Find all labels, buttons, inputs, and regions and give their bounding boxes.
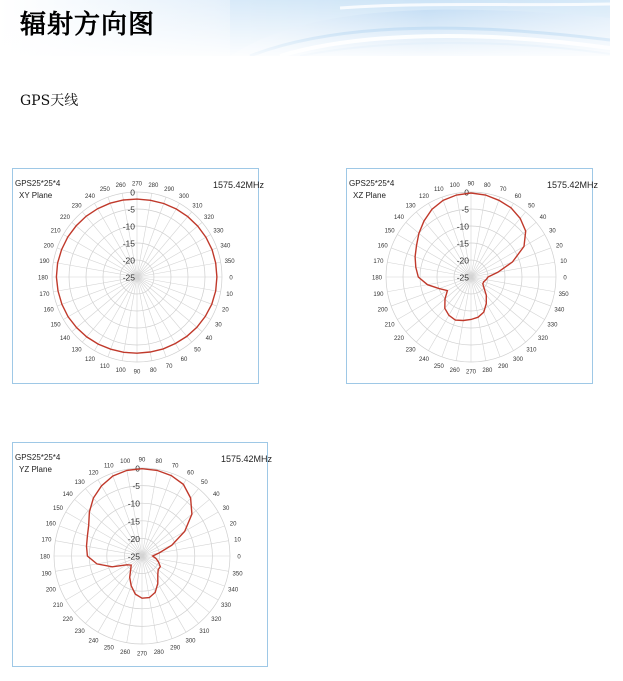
- chart-plane-label: XY Plane: [19, 191, 53, 200]
- angle-tick-label: 120: [84, 356, 96, 363]
- radial-tick-label: -15: [456, 238, 469, 249]
- angle-tick-label: 300: [178, 194, 190, 201]
- angle-tick-label: 80: [155, 458, 163, 465]
- radial-tick-label: -10: [127, 498, 140, 509]
- angle-tick-label: 350: [558, 291, 569, 298]
- angle-tick-label: 60: [514, 194, 522, 201]
- radial-tick-label: -25: [456, 272, 469, 283]
- radial-tick-label: -5: [127, 204, 135, 215]
- angle-tick-label: 30: [549, 228, 556, 235]
- angle-tick-label: 60: [187, 470, 194, 477]
- chart-frequency: 1575.42MHz: [547, 180, 599, 190]
- angle-tick-label: 90: [467, 181, 475, 188]
- angle-tick-label: 0: [229, 275, 233, 282]
- angle-tick-label: 240: [418, 356, 430, 363]
- angle-tick-label: 140: [59, 335, 70, 342]
- angle-tick-label: 120: [418, 194, 430, 201]
- angle-tick-label: 130: [405, 203, 416, 210]
- chart-title: GPS25*25*4: [15, 179, 61, 188]
- radial-tick-label: -5: [132, 481, 140, 492]
- radial-tick-label: 0: [135, 463, 140, 474]
- angle-tick-label: 300: [512, 356, 524, 363]
- angle-tick-label: 170: [39, 291, 50, 298]
- angle-tick-label: 260: [449, 368, 460, 375]
- angle-tick-label: 190: [39, 259, 50, 266]
- angle-tick-label: 240: [84, 194, 96, 201]
- angle-tick-label: 60: [180, 356, 188, 363]
- angle-tick-label: 270: [131, 181, 143, 188]
- angle-tick-label: 340: [554, 307, 565, 314]
- angle-tick-label: 280: [482, 368, 493, 375]
- angle-tick-label: 150: [50, 322, 61, 329]
- chart-plane-label: XZ Plane: [353, 191, 386, 200]
- angle-tick-label: 290: [498, 363, 509, 370]
- angle-tick-label: 190: [41, 571, 52, 578]
- angle-tick-label: 280: [153, 650, 164, 657]
- angle-tick-label: 310: [526, 347, 537, 354]
- radial-tick-label: -15: [122, 238, 135, 249]
- angle-tick-label: 160: [43, 307, 54, 314]
- angle-tick-label: 310: [192, 203, 203, 210]
- angle-tick-label: 150: [384, 228, 395, 235]
- angle-tick-label: 250: [103, 645, 114, 652]
- angle-tick-label: 0: [237, 554, 241, 561]
- angle-tick-label: 40: [539, 215, 547, 222]
- angle-tick-label: 270: [465, 369, 477, 376]
- radial-tick-label: -20: [127, 533, 140, 544]
- angle-tick-label: 250: [99, 187, 110, 194]
- page-title: 辐射方向图: [20, 10, 156, 40]
- angle-tick-label: 110: [104, 463, 114, 470]
- angle-tick-label: 20: [555, 243, 563, 250]
- radial-tick-label: -5: [461, 204, 469, 215]
- angle-tick-label: 140: [62, 492, 73, 499]
- radial-tick-label: -15: [127, 516, 140, 527]
- angle-tick-label: 200: [377, 307, 388, 314]
- angle-tick-label: 350: [232, 571, 243, 578]
- angle-tick-label: 320: [211, 616, 222, 623]
- radial-tick-label: -25: [122, 272, 135, 283]
- polar-chart-xz: [346, 168, 599, 384]
- angle-tick-label: 50: [201, 480, 208, 487]
- angle-tick-label: 70: [499, 187, 507, 194]
- radial-tick-label: -20: [456, 255, 469, 266]
- angle-tick-label: 10: [226, 291, 233, 298]
- radiation-pattern-trace: [415, 193, 526, 321]
- angle-tick-label: 0: [563, 275, 567, 282]
- angle-tick-label: 50: [194, 347, 201, 354]
- angle-tick-label: 90: [133, 369, 141, 376]
- angle-tick-label: 10: [234, 537, 241, 544]
- angle-tick-label: 330: [213, 228, 224, 235]
- angle-tick-label: 200: [45, 587, 56, 594]
- angle-tick-label: 110: [100, 363, 110, 370]
- angle-tick-label: 210: [52, 603, 64, 609]
- angle-tick-label: 130: [71, 347, 82, 354]
- angle-tick-label: 280: [148, 182, 159, 189]
- angle-tick-label: 320: [538, 335, 549, 342]
- angle-tick-label: 210: [50, 228, 61, 235]
- angle-tick-label: 300: [185, 638, 196, 645]
- angle-tick-label: 180: [39, 554, 51, 561]
- angle-tick-label: 70: [171, 463, 179, 470]
- angle-tick-label: 190: [373, 291, 384, 298]
- angle-tick-label: 320: [204, 215, 215, 222]
- angle-tick-label: 100: [115, 368, 126, 375]
- angle-tick-label: 80: [149, 368, 157, 375]
- polar-plot: [13, 169, 258, 383]
- angle-tick-label: 110: [434, 187, 444, 194]
- angle-tick-label: 220: [393, 335, 404, 342]
- angle-tick-label: 200: [43, 243, 54, 250]
- angle-tick-label: 340: [220, 243, 231, 250]
- angle-tick-label: 30: [222, 506, 230, 512]
- radial-tick-label: 0: [464, 187, 469, 198]
- angle-tick-label: 180: [37, 275, 49, 282]
- angle-tick-label: 290: [170, 645, 181, 652]
- angle-tick-label: 180: [371, 275, 383, 282]
- angle-tick-label: 160: [377, 243, 388, 250]
- angle-tick-label: 20: [221, 307, 229, 314]
- angle-tick-label: 50: [528, 203, 535, 210]
- angle-tick-label: 310: [199, 628, 210, 635]
- chart-frequency: 1575.42MHz: [213, 180, 265, 190]
- angle-tick-label: 100: [120, 458, 131, 465]
- angle-tick-label: 170: [373, 259, 384, 266]
- polar-plot: [13, 443, 267, 666]
- angle-tick-label: 290: [164, 187, 175, 194]
- polar-plot: [347, 169, 592, 383]
- angle-tick-label: 220: [59, 215, 70, 222]
- angle-tick-label: 160: [45, 521, 56, 528]
- angle-tick-label: 70: [165, 363, 173, 370]
- angle-tick-label: 40: [205, 335, 213, 342]
- angle-tick-label: 90: [138, 457, 146, 464]
- angle-tick-label: 330: [547, 322, 558, 329]
- section-label: GPS天线: [20, 93, 79, 109]
- chart-plane-label: YZ Plane: [19, 465, 52, 474]
- angle-tick-label: 350: [224, 259, 235, 266]
- polar-chart-yz: [12, 442, 273, 667]
- angle-tick-label: 250: [433, 363, 444, 370]
- angle-tick-label: 240: [88, 638, 99, 645]
- angle-tick-label: 230: [71, 203, 82, 210]
- angle-tick-label: 220: [62, 616, 73, 623]
- angle-tick-label: 40: [212, 492, 220, 499]
- angle-tick-label: 270: [136, 651, 148, 658]
- radial-tick-label: -25: [127, 551, 140, 562]
- angle-tick-label: 170: [41, 537, 52, 544]
- header-banner: [0, 0, 610, 56]
- angle-tick-label: 20: [229, 521, 237, 528]
- angle-tick-label: 100: [449, 182, 460, 189]
- angle-tick-label: 230: [405, 347, 416, 354]
- radial-tick-label: 0: [130, 187, 135, 198]
- angle-tick-label: 260: [120, 650, 131, 657]
- angle-tick-label: 140: [393, 215, 404, 222]
- radial-tick-label: -20: [122, 255, 135, 266]
- angle-tick-label: 10: [560, 259, 567, 266]
- chart-title: GPS25*25*4: [349, 179, 395, 188]
- polar-chart-xy: [12, 168, 265, 384]
- radial-tick-label: -10: [456, 221, 469, 232]
- angle-tick-label: 150: [52, 506, 64, 512]
- angle-tick-label: 330: [220, 603, 232, 609]
- chart-frequency: 1575.42MHz: [221, 454, 273, 464]
- radial-tick-label: -10: [122, 221, 135, 232]
- angle-tick-label: 30: [215, 322, 222, 329]
- angle-tick-label: 210: [384, 322, 395, 329]
- angle-tick-label: 230: [74, 628, 85, 635]
- angle-tick-label: 130: [74, 480, 85, 487]
- angle-tick-label: 340: [228, 587, 239, 594]
- angle-tick-label: 260: [115, 182, 126, 189]
- angle-tick-label: 120: [88, 470, 99, 477]
- chart-title: GPS25*25*4: [15, 453, 61, 462]
- angle-tick-label: 80: [483, 182, 491, 189]
